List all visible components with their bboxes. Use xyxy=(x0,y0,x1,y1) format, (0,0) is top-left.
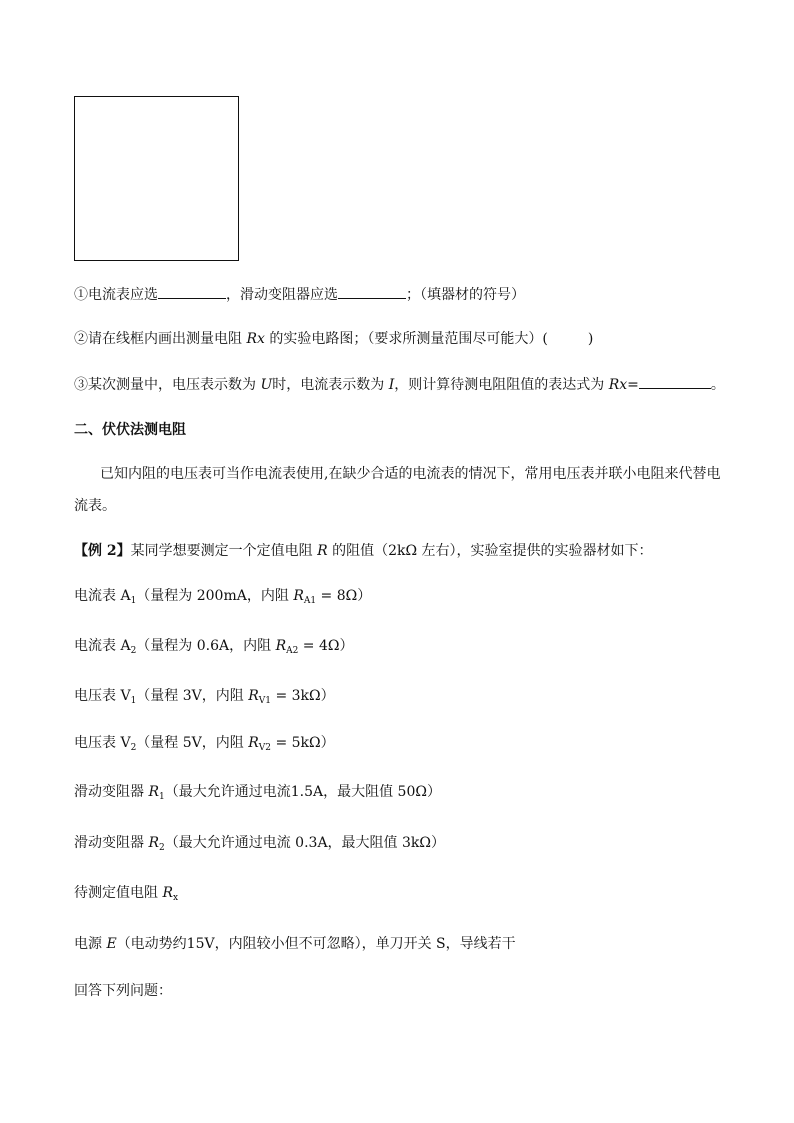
circle-number-2: ② xyxy=(74,331,88,347)
item-r1-name: 滑动变阻器 xyxy=(74,784,144,800)
item-r1-rsub: 1 xyxy=(159,792,165,802)
answer-prompt: 回答下列问题： xyxy=(74,983,172,999)
q2-text-b: 的实验电路图；（要求所测量范围尽可能大）( xyxy=(269,331,548,347)
example-label: 【例 2】 xyxy=(74,543,131,559)
item-v1-rsym: R xyxy=(248,688,259,704)
answer-blank-rheostat[interactable] xyxy=(338,284,406,299)
item-voltmeter-v2 xyxy=(74,733,335,758)
example-text-b: 的阻值（2kΩ 左右），实验室提供的实验器材如下： xyxy=(332,543,653,559)
item-rx-rsym: R xyxy=(162,885,173,901)
item-rheostat-r2 xyxy=(74,833,445,858)
item-rheostat-r1 xyxy=(74,782,441,807)
answer-blank-expression[interactable] xyxy=(639,374,711,389)
q3-var-rx: Rx xyxy=(608,377,628,393)
q3-text-a: 某次测量中，电压表示数为 xyxy=(88,377,256,393)
answer-blank-ammeter[interactable] xyxy=(158,284,226,299)
item-voltmeter-v1 xyxy=(74,686,335,711)
item-a2-rsub: A2 xyxy=(286,646,299,656)
q1-text-c: ；（填器材的符号） xyxy=(406,287,525,303)
item-r2-name: 滑动变阻器 xyxy=(74,835,144,851)
item-a1-sub: 1 xyxy=(130,596,137,606)
question-2 xyxy=(74,329,593,349)
item-rx-name: 待测定值电阻 xyxy=(74,885,158,901)
item-r2-text: （最大允许通过电流 0.3A，最大阻值 3kΩ） xyxy=(164,835,446,851)
item-v2-rsub: V2 xyxy=(258,743,271,753)
item-a2-text: （量程为 0.6A，内阻 xyxy=(136,638,272,654)
item-r2-rsym: R xyxy=(148,835,159,851)
item-v1-text: （量程 3V，内阻 xyxy=(136,688,244,704)
item-v2-name: 电压表 V xyxy=(74,735,131,751)
item-a1-value: = 8Ω） xyxy=(316,588,372,604)
item-power-source xyxy=(74,934,516,954)
q3-text-b: 时，电流表示数为 xyxy=(272,377,385,393)
item-r1-text: （最大允许通过电流1.5A，最大阻值 50Ω） xyxy=(164,784,441,800)
circuit-drawing-box xyxy=(74,96,239,261)
q3-var-u: U xyxy=(260,377,273,393)
q3-var-i: I xyxy=(388,377,395,393)
question-1 xyxy=(74,284,525,305)
q2-text-c: ) xyxy=(587,331,594,347)
item-src-label: 电源 xyxy=(74,936,102,952)
q1-text-a: 电流表应选 xyxy=(88,287,158,303)
item-a2-sub: 2 xyxy=(130,646,137,656)
q2-text-a: 请在线框内画出测量电阻 xyxy=(88,331,242,347)
example-var-r: R xyxy=(317,543,328,559)
item-v2-text: （量程 5V，内阻 xyxy=(136,735,244,751)
question-3 xyxy=(74,374,725,395)
item-r2-rsub: 2 xyxy=(159,843,165,853)
circle-number-3: ③ xyxy=(74,377,88,393)
item-a2-name: 电流表 A xyxy=(74,638,131,654)
item-a2-rsym: R xyxy=(275,638,287,654)
item-v2-sub: 2 xyxy=(130,743,137,753)
q3-period: 。 xyxy=(710,377,725,393)
item-v1-name: 电压表 V xyxy=(74,688,131,704)
item-src-var-e: E xyxy=(106,936,117,952)
item-a1-text: （量程为 200mA，内阻 xyxy=(136,588,289,604)
item-rx-rsub: x xyxy=(173,893,179,903)
circle-number-1: ① xyxy=(74,287,88,303)
example-text-a: 某同学想要测定一个定值电阻 xyxy=(130,543,313,559)
q2-var-rx: Rx xyxy=(246,331,265,347)
item-v1-sub: 1 xyxy=(130,696,137,706)
item-a1-rsym: R xyxy=(293,588,304,604)
item-v2-rsym: R xyxy=(248,735,259,751)
intro-line-1: 已知内阻的电压表可当作电流表使用,在缺少合适的电流表的情况下，常用电压表并联小电阻来代替电 xyxy=(100,466,721,482)
example-heading xyxy=(74,541,653,561)
item-v1-rsub: V1 xyxy=(258,696,271,706)
item-a1-rsub: A1 xyxy=(303,596,317,606)
item-src-text: （电动势约15V，内阻较小但不可忽略），单刀开关 S，导线若干 xyxy=(116,936,516,952)
q3-text-c: ，则计算待测电阻阻值的表达式为 xyxy=(394,377,605,393)
item-ammeter-a1 xyxy=(74,586,371,611)
item-v2-value: = 5kΩ） xyxy=(271,735,335,751)
item-ammeter-a2 xyxy=(74,636,354,661)
q1-text-b: ，滑动变阻器应选 xyxy=(226,287,338,303)
item-r1-rsym: R xyxy=(148,784,159,800)
q3-equals: = xyxy=(627,377,639,393)
item-a1-name: 电流表 A xyxy=(74,588,131,604)
item-a2-value: = 4Ω） xyxy=(298,638,354,654)
item-v1-value: = 3kΩ） xyxy=(271,688,335,704)
intro-line-2: 流表。 xyxy=(74,498,116,514)
section-title: 二、伏伏法测电阻 xyxy=(74,422,186,438)
item-resistor-rx xyxy=(74,883,178,908)
